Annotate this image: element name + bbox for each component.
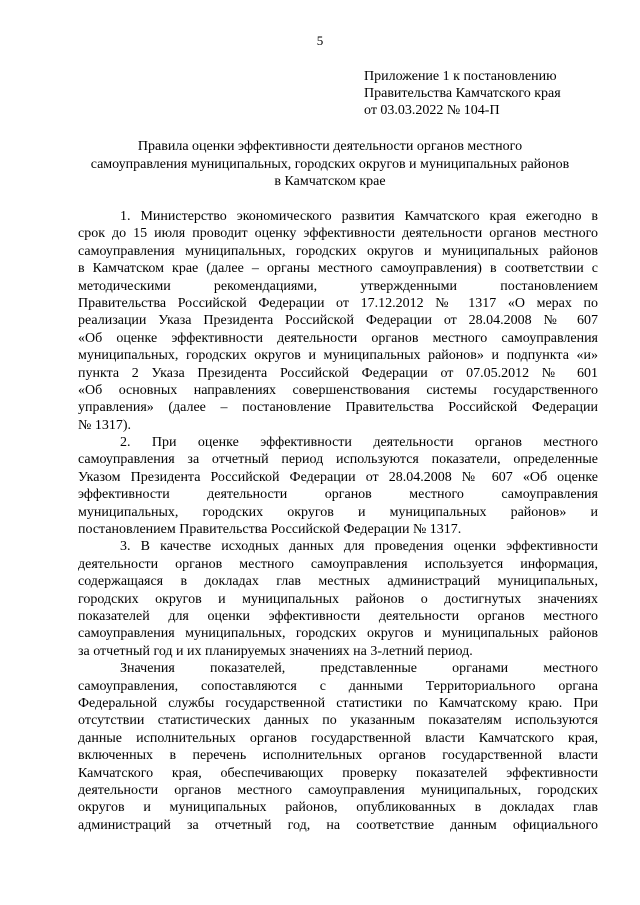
body-line: Федеральной службы государственной статистики по Камчатскому краю. При bbox=[78, 695, 598, 711]
body-line: за отчетный год и их планируемых значениях на 3-летний период. bbox=[78, 643, 473, 659]
body-line: № 1317). bbox=[78, 417, 132, 433]
body-line: управления» (далее – постановление Правительства Российской Федерации bbox=[78, 400, 598, 416]
appendix-line-1: Приложение 1 к постановлению bbox=[364, 69, 557, 84]
body-line: включенных в перечень исполнительных органов государственной власти bbox=[78, 748, 598, 764]
appendix-header bbox=[364, 68, 624, 119]
body-line: муниципальных, городских округов и муниципальных районов» и подпункта «и» bbox=[78, 348, 598, 364]
body-line: «Об основных направлениях совершенствования системы государственного bbox=[78, 382, 598, 398]
page-number: 5 bbox=[316, 33, 324, 48]
body-line: Камчатского края, обеспечивающих проверку показателей эффективности bbox=[78, 765, 598, 781]
body-line: данные исполнительных органов государственной власти Камчатского края, bbox=[78, 730, 598, 746]
body-line: самоуправления, сопоставляются с данными Территориального органа bbox=[78, 678, 598, 694]
body-line: содержащаяся в докладах глав местных администраций муниципальных, bbox=[78, 574, 598, 590]
body-line: самоуправления муниципальных, городских округов и муниципальных районов bbox=[78, 243, 598, 259]
body-line: муниципальных, городских округов и муниципальных районов» и bbox=[78, 504, 598, 520]
title-line-3: в Камчатском крае bbox=[274, 174, 386, 189]
body-line: администраций за отчетный год, на соответствие данным официального bbox=[78, 817, 598, 833]
body-line: реализации Указа Президента Российской Федерации от 28.04.2008 № 607 bbox=[78, 313, 598, 329]
body-line: округов и муниципальных районов, опубликованных в докладах глав bbox=[78, 800, 598, 816]
body-line: срок до 15 июля проводит оценку эффективности деятельности органов местного bbox=[78, 226, 598, 242]
body-line: самоуправления за отчетный период используются показатели, определенные bbox=[78, 452, 598, 468]
body-line: в Камчатском крае (далее – органы местного самоуправления) в соответствии с bbox=[78, 261, 598, 277]
body-line: «Об оценке эффективности деятельности органов местного самоуправления bbox=[78, 330, 598, 346]
body-line: пункта 2 Указа Президента Российской Федерации от 07.05.2012 № 601 bbox=[78, 365, 598, 381]
body-line: Правительства Российской Федерации от 17.12.2012 № 1317 «О мерах по bbox=[78, 295, 598, 311]
document-title bbox=[60, 138, 600, 191]
body-line: 1. Министерство экономического развития Камчатского края ежегодно в bbox=[120, 209, 598, 224]
body-line: Указом Президента Российской Федерации от 28.04.2008 № 607 «Об оценке bbox=[78, 469, 598, 485]
body-line: постановлением Правительства Российской Федерации № 1317. bbox=[78, 522, 462, 538]
body-line: деятельности органов местного самоуправления используется информация, bbox=[78, 556, 598, 572]
body-line: отсутствии статистических данных по указанным показателям используются bbox=[78, 713, 598, 729]
body-line: методическими рекомендациями, утвержденными постановлением bbox=[78, 278, 598, 294]
body-line: эффективности деятельности органов местного самоуправления bbox=[78, 487, 598, 503]
title-line-2: самоуправления муниципальных, городских округов и муниципальных районов bbox=[90, 156, 570, 172]
appendix-line-2: Правительства Камчатского края bbox=[364, 86, 561, 101]
body-line: деятельности органов местного самоуправления муниципальных, городских bbox=[78, 782, 598, 798]
body-line: 3. В качестве исходных данных для проведения оценки эффективности bbox=[120, 539, 598, 555]
body-line: самоуправления муниципальных, городских округов и муниципальных районов bbox=[78, 626, 598, 642]
document-body bbox=[78, 208, 598, 834]
body-line: Значения показателей, представленные органами местного bbox=[120, 661, 598, 677]
body-line: 2. При оценке эффективности деятельности органов местного bbox=[120, 435, 598, 451]
appendix-line-3: от 03.03.2022 № 104-П bbox=[364, 103, 500, 118]
body-line: показателей для оценки эффективности деятельности органов местного bbox=[78, 608, 598, 624]
body-line: городских округов и муниципальных районов о достигнутых значениях bbox=[78, 591, 598, 607]
title-line-1: Правила оценки эффективности деятельности органов местного bbox=[137, 139, 523, 154]
